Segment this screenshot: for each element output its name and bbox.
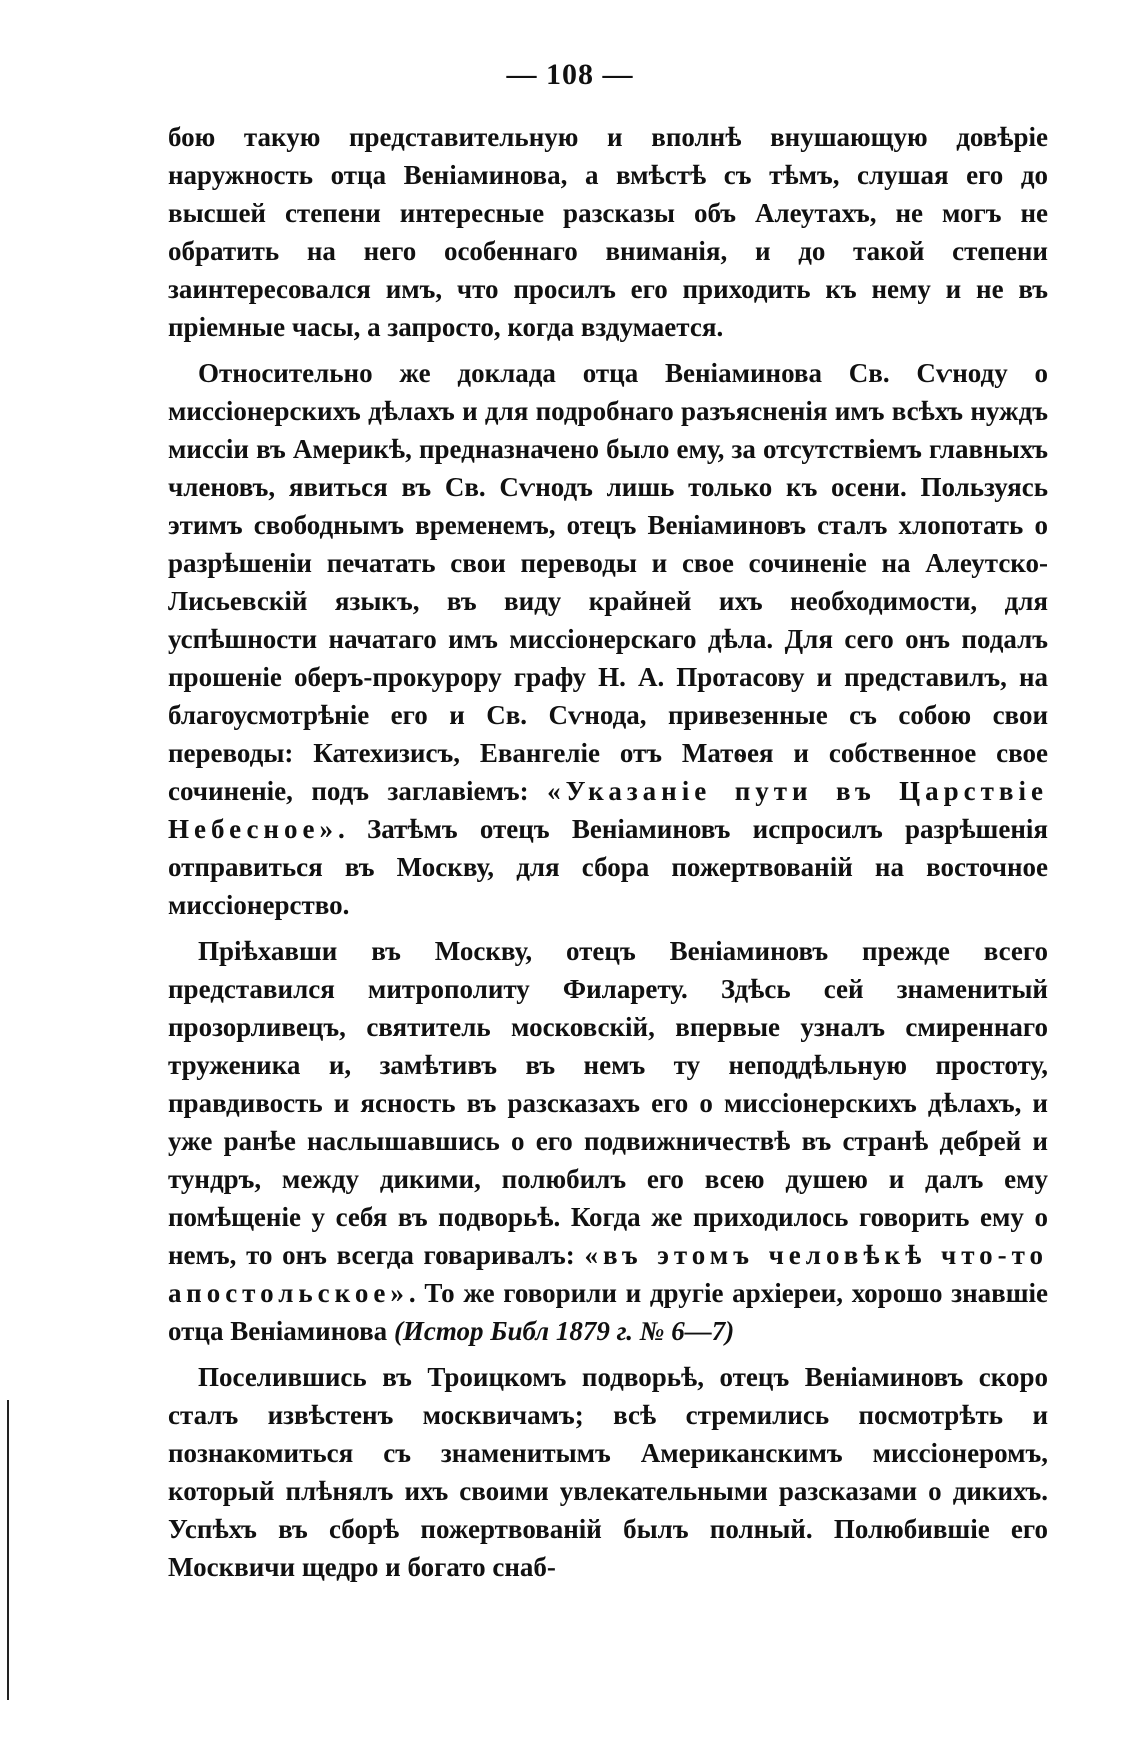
paragraph-2 <box>168 354 1048 924</box>
paragraph-1 <box>168 118 1048 346</box>
citation-reference: (Истор Библ 1879 г. № 6—7) <box>393 1316 735 1346</box>
paragraph-2-text-a: Относительно же доклада отца Веніаминова Св. Сѵноду о миссіонерскихъ дѣлахъ и для подробнаго разъясненія имъ всѣхъ нуждъ миссіи въ Америкѣ, предназначено было ему, за отсутствіемъ главныхъ членовъ, явиться въ Св. Сѵнодъ лишь только къ осени. Пользуясь этимъ свободнымъ временемъ, отецъ Веніаминовъ сталъ хлопотать о разрѣшеніи печатать свои переводы и свое сочиненіе на Алеутско-Лисьевскій языкъ, въ виду крайней ихъ необходимости, для успѣшности начатаго имъ миссіонерскаго дѣла. Для сего онъ подалъ прошеніе оберъ-прокурору графу Н. А. Протасову и представилъ, на благоусмотрѣніе его и Св. Сѵнода, привезенные съ собою свои переводы: Катехизисъ, Евангеліе отъ Матѳея и собственное свое сочиненіе, подъ заглавіемъ: <box>168 358 1048 806</box>
apostolic-quote: «въ этомъ человѣкѣ что-то апостольское» <box>168 1240 1048 1308</box>
page-number: — 108 — <box>506 58 634 91</box>
paragraph-3-text-a: Пріѣхавши въ Москву, отецъ Веніаминовъ прежде всего представился митрополиту Филарету. Здѣсь сей знаменитый прозорливецъ, святитель московскій, впервые узналъ смиреннаго труженика и, замѣтивъ въ немъ ту неподдѣльную простоту, правдивость и ясность въ разсказахъ его о миссіонерскихъ дѣлахъ, и уже ранѣе наслышавшись о его подвижничествѣ въ странѣ дебрей и тундръ, между дикими, полюбилъ его всею душею и далъ ему помѣщеніе у себя въ подворьѣ. Когда же приходилось говорить ему о немъ, то онъ всегда говаривалъ: <box>168 936 1048 1270</box>
paragraph-2-text-b: . Затѣмъ отецъ Веніаминовъ испросилъ разрѣшенія отправиться въ Москву, для сбора пожертвованій на восточное миссіонерство. <box>168 814 1048 920</box>
paragraph-3 <box>168 932 1048 1350</box>
paragraph-4 <box>168 1358 1048 1586</box>
body-text <box>168 118 1048 1586</box>
paragraph-4-text: Поселившись въ Троицкомъ подворьѣ, отецъ Веніаминовъ скоро сталъ извѣстенъ москвичамъ; всѣ стремились посмотрѣть и познакомиться съ знаменитымъ Американскимъ миссіонеромъ, который плѣнялъ ихъ своими увлекательными разсказами о дикихъ. Успѣхъ въ сборѣ пожертвованій былъ полный. Полюбившіе его Москвичи щедро и богато снаб- <box>168 1362 1048 1582</box>
book-title-quote: «Указаніе пути въ Царствіе Небесное» <box>168 776 1048 844</box>
paragraph-1-text: бою такую представительную и вполнѣ внушающую довѣріе наружность отца Веніаминова, а вмѣстѣ съ тѣмъ, слушая его до высшей степени интересные разсказы объ Алеутахъ, не могъ не обратить на него особеннаго вниманія, и до такой степени заинтересовался имъ, что просилъ его приходить къ нему и не въ пріемные часы, а запросто, когда вздумается. <box>168 122 1048 342</box>
paragraph-3-text-b: . То же говорили и другіе архіереи, хорошо знавшіе отца Веніаминова <box>168 1278 1048 1346</box>
scan-margin-line <box>7 1400 9 1700</box>
